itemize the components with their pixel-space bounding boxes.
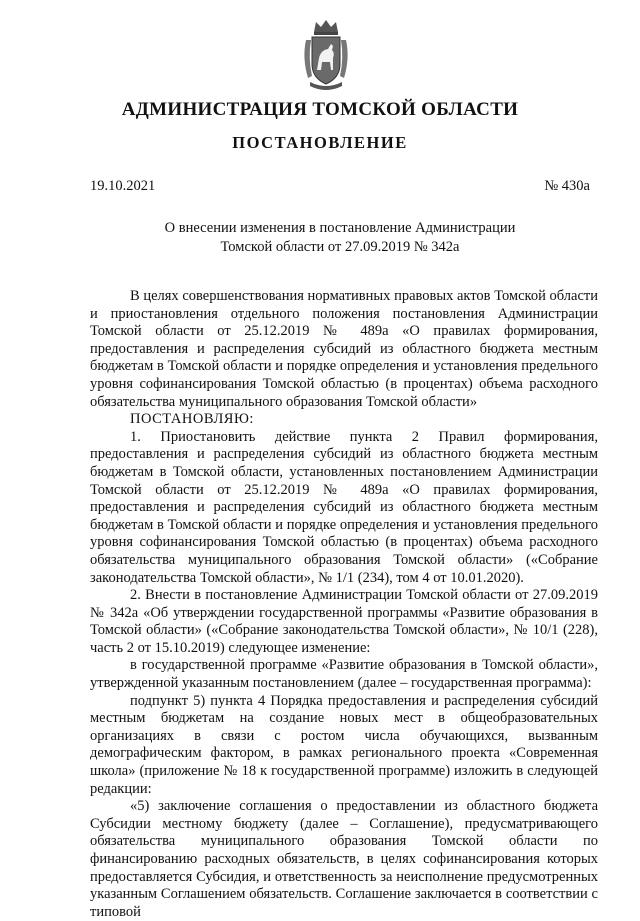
preamble-paragraph: В целях совершенствования нормативных правовых актов Томской области и приостановления отдельного положения постановления Администрации Томской области от 25.12.2019 № 489а «О правилах формирования, предоставления и распределения субсидий из областного бюджета местным бюджетам в Томской области и порядке определения и установления предельного уровня софинансирования Томской областью (в процентах) объема расходного обязательства муниципального образования Томской области» — [90, 288, 598, 410]
clause-1-paragraph: 1. Приостановить действие пункта 2 Правил формирования, предоставления и распределения субсидий из областного бюджета местным бюджетам в Томской области, установленных постановлением Администрации Томской области от 25.12.2019 № 489а «О правилах формирования, предоставления и распределения субсидий из областного бюджета местным бюджетам в Томской области и порядке определения и установления предельного уровня софинансирования Томской областью (в процентах) объема расходного обязательства муниципального образования Томской области» («Собрание законодательства Томской области», № 1/1 (234), том 4 от 10.01.2020). — [90, 428, 598, 586]
subpoint-paragraph: подпункт 5) пункта 4 Порядка предоставления и распределения субсидий местным бюджетам на создание новых мест в общеобразовательных организациях в связи с ростом числа обучающихся, вызванным демографическим фактором, в рамках регионального проекта «Современная школа» (приложение № 18 к государственной программе) изложить в следующей редакции: — [90, 692, 598, 797]
document-type: ПОСТАНОВЛЕНИЕ — [232, 133, 408, 152]
clause-2-paragraph: 2. Внести в постановление Администрации Томской области от 27.09.2019 № 342а «Об утверждении государственной программы «Развитие образования в Томской области» («Собрание законодательства Томской области», № 10/1 (228), часть 2 от 15.10.2019) следующее изменение: — [90, 587, 598, 656]
document-date: 19.10.2021 — [90, 178, 156, 194]
program-paragraph: в государственной программе «Развитие образования в Томской области», утвержденной указанным постановлением (далее – государственная программа): — [90, 657, 598, 692]
organization-title: АДМИНИСТРАЦИЯ ТОМСКОЙ ОБЛАСТИ — [121, 99, 519, 120]
new-wording-paragraph: «5) заключение соглашения о предоставлении из областного бюджета Субсидии местному бюджету (далее – Соглашение), предусматривающего обязательства муниципального образования Томской области по финансированию расходных обязательств, в целях софинансирования которых предоставляется Субсидия, и ответственность за неисполнение предусмотренных указанным Соглашением обязательств. Соглашение заключается в соответствии с типовой — [90, 798, 598, 920]
document-body — [90, 288, 598, 921]
document-subject: О внесении изменения в постановление Администрации Томской области от 27.09.2019 № 342а — [164, 220, 516, 255]
tomsk-coat-of-arms-icon — [300, 18, 352, 92]
document-number: № 430а — [544, 178, 590, 194]
decree-word: ПОСТАНОВЛЯЮ: — [130, 411, 254, 428]
